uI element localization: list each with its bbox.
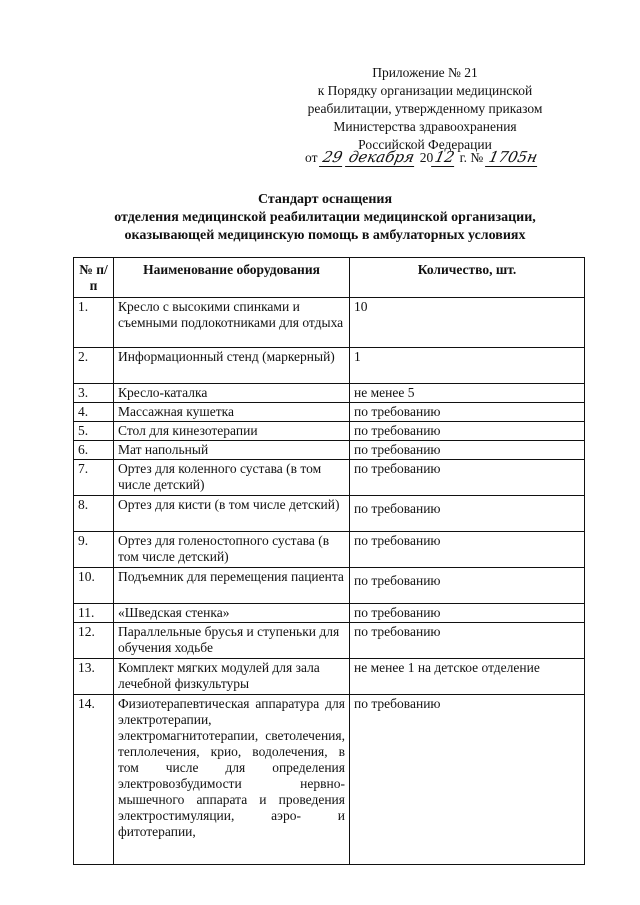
table-row: [74, 403, 585, 422]
row-qty: по требованию: [350, 623, 585, 659]
row-qty: по требованию: [350, 441, 585, 460]
table-header-row: [74, 258, 585, 298]
row-num: 7.: [74, 460, 114, 496]
row-name: Ортез для кисти (в том числе детский): [114, 496, 350, 532]
equipment-table: [73, 257, 585, 865]
annex-line: Приложение № 21: [372, 65, 478, 80]
row-num: 13.: [74, 659, 114, 695]
row-qty: по требованию: [350, 422, 585, 441]
table-row: [74, 695, 585, 865]
row-qty: по требованию: [350, 460, 585, 496]
row-qty: по требованию: [350, 695, 585, 865]
row-qty: по требованию: [350, 403, 585, 422]
row-qty: не менее 1 на детское отделение: [350, 659, 585, 695]
row-qty: по требованию: [350, 568, 585, 604]
table-row: [74, 623, 585, 659]
row-qty: 1: [350, 348, 585, 384]
row-qty: 10: [350, 298, 585, 348]
table-row: [74, 441, 585, 460]
row-name: Массажная кушетка: [114, 403, 350, 422]
table-row: [74, 496, 585, 532]
annex-line: Министерства здравоохранения: [333, 119, 517, 134]
header-qty: Количество, шт.: [350, 258, 585, 298]
row-name: Стол для кинезотерапии: [114, 422, 350, 441]
table-row: [74, 604, 585, 623]
table-row: [74, 568, 585, 604]
row-num: 9.: [74, 532, 114, 568]
annex-date: [305, 148, 565, 167]
row-num: 8.: [74, 496, 114, 532]
row-num: 4.: [74, 403, 114, 422]
row-name: Мат напольный: [114, 441, 350, 460]
row-name: Информационный стенд (маркерный): [114, 348, 350, 384]
annex-line: к Порядку организации медицинской: [317, 83, 533, 98]
date-year-label: г. №: [459, 150, 484, 165]
table-row: [74, 532, 585, 568]
row-name: Подъемник для перемещения пациента: [114, 568, 350, 604]
row-name: «Шведская стенка»: [114, 604, 350, 623]
table-row: [74, 384, 585, 403]
row-name: Кресло с высокими спинками и съемными подлокотниками для отдыха: [114, 298, 350, 348]
document-title: [90, 191, 560, 245]
table-row: [74, 422, 585, 441]
row-qty: по требованию: [350, 604, 585, 623]
title-line-1: Стандарт оснащения: [257, 192, 393, 207]
row-name: Ортез для коленного сустава (в том числе детский): [114, 460, 350, 496]
header-num: № п/п: [74, 258, 114, 298]
date-day: 29: [319, 148, 346, 167]
row-qty: не менее 5: [350, 384, 585, 403]
annex-header: [290, 64, 560, 154]
header-name: Наименование оборудования: [114, 258, 350, 298]
date-year-prefix: 20: [419, 150, 434, 165]
table-row: [74, 659, 585, 695]
title-line-2: отделения медицинской реабилитации медицинской организации,: [114, 210, 536, 225]
row-qty: по требованию: [350, 496, 585, 532]
row-name: Параллельные брусья и ступеньки для обучения ходьбе: [114, 623, 350, 659]
row-num: 6.: [74, 441, 114, 460]
row-num: 3.: [74, 384, 114, 403]
row-num: 2.: [74, 348, 114, 384]
title-line-3: оказывающей медицинскую помощь в амбулаторных условиях: [124, 228, 526, 243]
annex-line: Российской Федерации: [358, 137, 492, 152]
order-number: 1705н: [485, 148, 541, 167]
row-name: Комплект мягких модулей для зала лечебной физкультуры: [114, 659, 350, 695]
row-num: 14.: [74, 695, 114, 865]
row-num: 1.: [74, 298, 114, 348]
date-month: декабря: [345, 148, 418, 167]
date-prefix: от: [305, 150, 318, 165]
date-year-suffix: 12: [431, 148, 458, 167]
row-name: Ортез для голеностопного сустава (в том числе детский): [114, 532, 350, 568]
row-num: 5.: [74, 422, 114, 441]
row-name: Физиотерапевтическая аппаратура для электротерапии, электромагнитотерапии, светолечения, теплолечения, крио, водолечения, в том числе для определения электровозбудимости нервно-мышечного аппарата и проведения электростимуляции, аэро- и фитотерапии,: [114, 695, 350, 865]
row-num: 12.: [74, 623, 114, 659]
row-name: Кресло-каталка: [114, 384, 350, 403]
row-num: 10.: [74, 568, 114, 604]
annex-line: реабилитации, утвержденному приказом: [307, 101, 543, 116]
row-qty: по требованию: [350, 532, 585, 568]
table-row: [74, 460, 585, 496]
table-row: [74, 298, 585, 348]
table-row: [74, 348, 585, 384]
row-num: 11.: [74, 604, 114, 623]
